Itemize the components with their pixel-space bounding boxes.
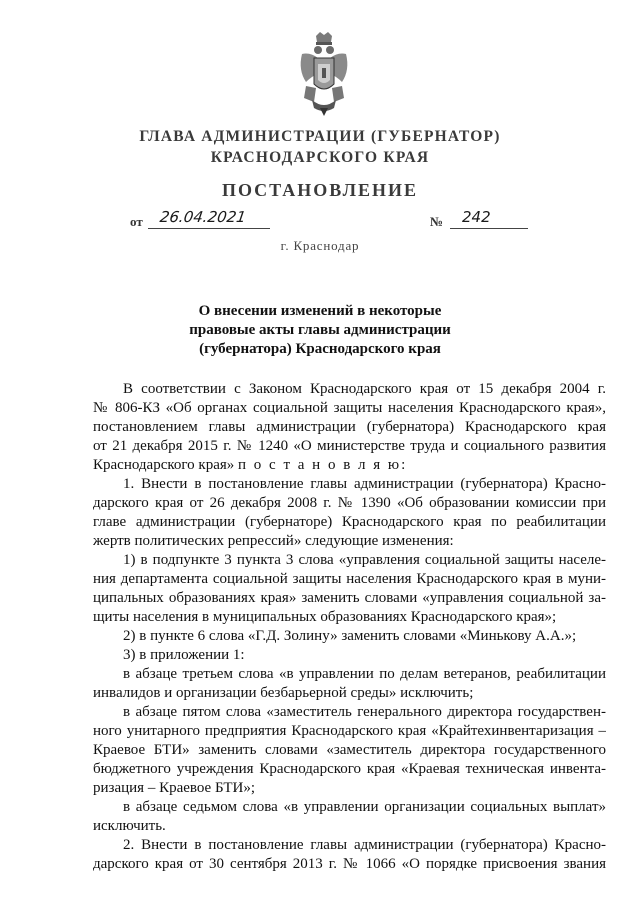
body-line-part: Краснодарского края» [93,457,235,473]
body-line: 2. Внести в постановление главы администрации (губернатора) Красно- [123,837,606,853]
document-body [93,380,606,874]
body-line: ризация – Краевое БТИ»; [93,780,256,796]
decree-word: п о с т а н о в л я ю: [238,457,408,473]
body-line: в абзаце седьмом слова «в управлении организации социальных выплат» [123,799,606,815]
body-line: 3) в приложении 1: [123,647,245,663]
body-line: щиты населения в муниципальных образованиях Краснодарского края»; [93,609,557,625]
subject-line: (губернатора) Краснодарского края [199,341,441,357]
subject-line: правовые акты главы администрации [189,322,451,338]
body-line: ципальных образованиях края» заменить словами «управления социальной за- [93,590,606,606]
body-line: 1) в подпункте 3 пункта 3 слова «управления социальной защиты населе- [123,552,606,568]
body-line: главе администрации (губернаторе) Краснодарского края по реабилитации [93,514,606,530]
body-line [93,456,606,475]
body-line: дарского края от 26 декабря 2008 г. № 1390 «Об образовании комиссии при [93,495,606,511]
coat-of-arms-emblem [296,30,352,116]
body-line: дарского края от 30 сентября 2013 г. № 1066 «О порядке присвоения звания [93,856,606,872]
body-line: жертв политических репрессий» следующие изменения: [93,533,454,549]
body-line: исключить. [93,818,166,834]
body-line: в абзаце пятом слова «заместитель генерального директора государствен- [123,704,606,720]
body-line: № 806-КЗ «Об органах социальной защиты населения Краснодарского края», [93,400,606,416]
body-line: Краевое БТИ» заменить словами «заместитель директора государственного [93,742,606,758]
document-subject [0,302,640,359]
body-line: бюджетного учреждения Краснодарского края «Краевая техническая инвента- [93,761,606,777]
body-line: 2) в пункте 6 слова «Г.Д. Золину» заменить словами «Минькову А.А.»; [123,628,577,644]
document-number: 242 [462,208,491,226]
number-prefix: № [430,214,444,229]
number-underline [450,228,528,229]
date-underline [148,228,270,229]
document-date: 26.04.2021 [158,208,248,226]
body-line: от 21 декабря 2015 г. № 1240 «О министерстве труда и социального развития [93,438,606,454]
subject-line: О внесении изменений в некоторые [198,303,442,319]
body-line: В соответствии с Законом Краснодарского края от 15 декабря 2004 г. [123,381,606,397]
body-line: 1. Внести в постановление главы администрации (губернатора) Красно- [123,476,606,492]
body-line: ния департамента социальной защиты населения Краснодарского края в муни- [93,571,606,587]
body-line: в абзаце третьем слова «в управлении по делам ветеранов, реабилитации [123,666,606,682]
body-line: постановлением главы администрации (губернатора) Краснодарского края [93,419,606,435]
authority-title-line-2: КРАСНОДАРСКОГО КРАЯ [210,149,430,166]
date-prefix: от [130,214,143,229]
city-name: г. Краснодар [280,238,360,253]
date-number-row [0,208,640,232]
body-line: инвалидов и организации безбарьерной среды» исключить; [93,685,474,701]
document-type: ПОСТАНОВЛЕНИЕ [221,180,419,200]
authority-title-line-1: ГЛАВА АДМИНИСТРАЦИИ (ГУБЕРНАТОР) [139,128,501,145]
body-line: ного унитарного предприятия Краснодарского края «Крайтехинвентаризация – [93,723,606,739]
